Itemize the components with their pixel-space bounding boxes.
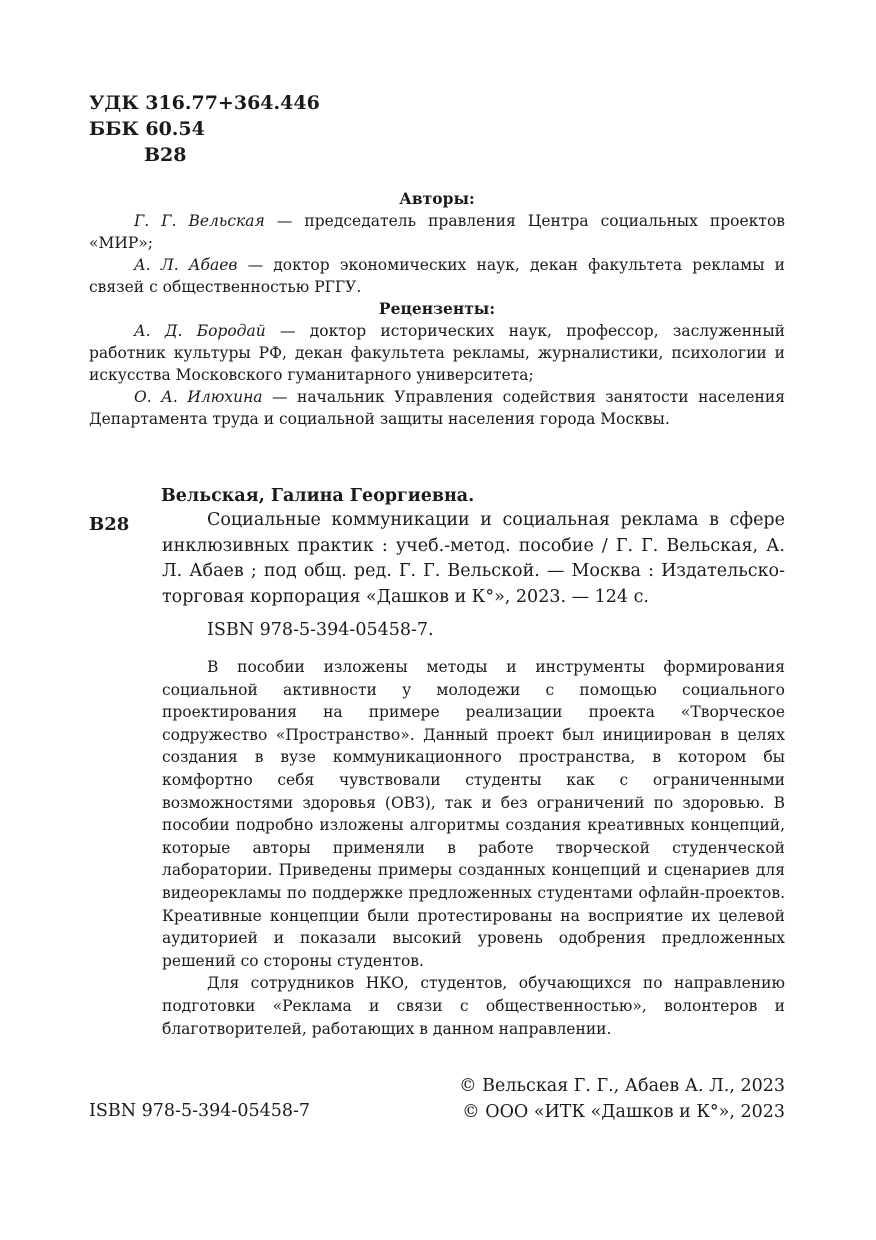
bibliographic-description [162,508,785,610]
reviewer-entry [89,386,785,430]
abstract-paragraph-1: В пособии изложены методы и инструменты формирования социальной активности у молодежи с помощью социального проектирования на примере реализации проекта «Творческое содружество «Пространство». Данный проект был инициирован в целях создания в вузе коммуникационного пространства, в котором бы комфортно себя чувствовали студенты как с ограниченными возможностями здоровья (ОВЗ), так и без ограничений по здоровью. В пособии подробно изложены алгоритмы создания креативных концепций, которые авторы применяли в работе творческой студенческой лаборатории. Приведены примеры созданных концепций и сценариев для видеорекламы по поддержке предложенных студентами офлайн-проектов. Креативные концепции были протестированы на восприятие их целевой аудиторией и показали высокий уровень одобрения предложенных решений со стороны студентов. [162,658,785,970]
classification-codes [89,90,320,168]
author-desc: — председатель правления Центра социальных проектов «МИР»; [89,212,786,252]
reviewer-name: А. Д. Бородай [134,322,266,340]
abstract-paragraph-2: Для сотрудников НКО, студентов, обучающихся по направлению подготовки «Реклама и связи с общественностью», волонтеров и благотворителей, работающих в данном направлении. [162,974,785,1038]
reviewer-entry [89,320,785,386]
author-entry [89,210,785,254]
copyright-publisher: © ООО «ИТК «Дашков и К°», 2023 [462,1101,785,1122]
author-desc: — доктор экономических наук, декан факультета рекламы и связей с общественностью РГГУ. [89,256,786,296]
entry-isbn: ISBN 978-5-394-05458-7. [207,620,434,640]
bbk-code: ББК 60.54 [89,118,205,140]
author-name: Г. Г. Вельская [134,212,265,230]
reviewer-name: О. А. Илюхина [134,388,263,406]
reviewer-desc: — доктор исторических наук, профессор, заслуженный работник культуры РФ, декан факультета рекламы, журналистики, психологии и искусства Московского гуманитарного университета; [89,322,786,384]
footer-isbn: ISBN 978-5-394-05458-7 [89,1101,311,1121]
description-text: Социальные коммуникации и социальная реклама в сфере инклюзивных практик : учеб.-метод. пособие / Г. Г. Вельская, А. Л. Абаев ; под общ. ред. Г. Г. Вельской. — Москва : Издательско-торговая корпорация «Дашков и К°», 2023. — 124 с. [162,510,785,607]
reviewers-heading: Рецензенты: [378,299,496,318]
author-name: А. Л. Абаев [134,256,238,274]
copyright-authors: © Вельская Г. Г., Абаев А. Л., 2023 [459,1076,785,1096]
copyright-block [360,1074,785,1125]
abstract [162,656,785,1040]
reviewer-desc: — начальник Управления содействия занятости населения Департамента труда и социальной защиты населения города Москвы. [89,388,785,428]
catalog-entry-heading [89,484,785,509]
authors-heading: Авторы: [399,189,475,208]
entry-author: Вельская, Галина Георгиевна. [161,486,475,506]
author-entry [89,254,785,298]
author-mark: В28 [144,144,187,166]
udk-code: УДК 316.77+364.446 [89,92,320,114]
credits-block [89,188,785,430]
entry-mark: В28 [89,514,130,535]
